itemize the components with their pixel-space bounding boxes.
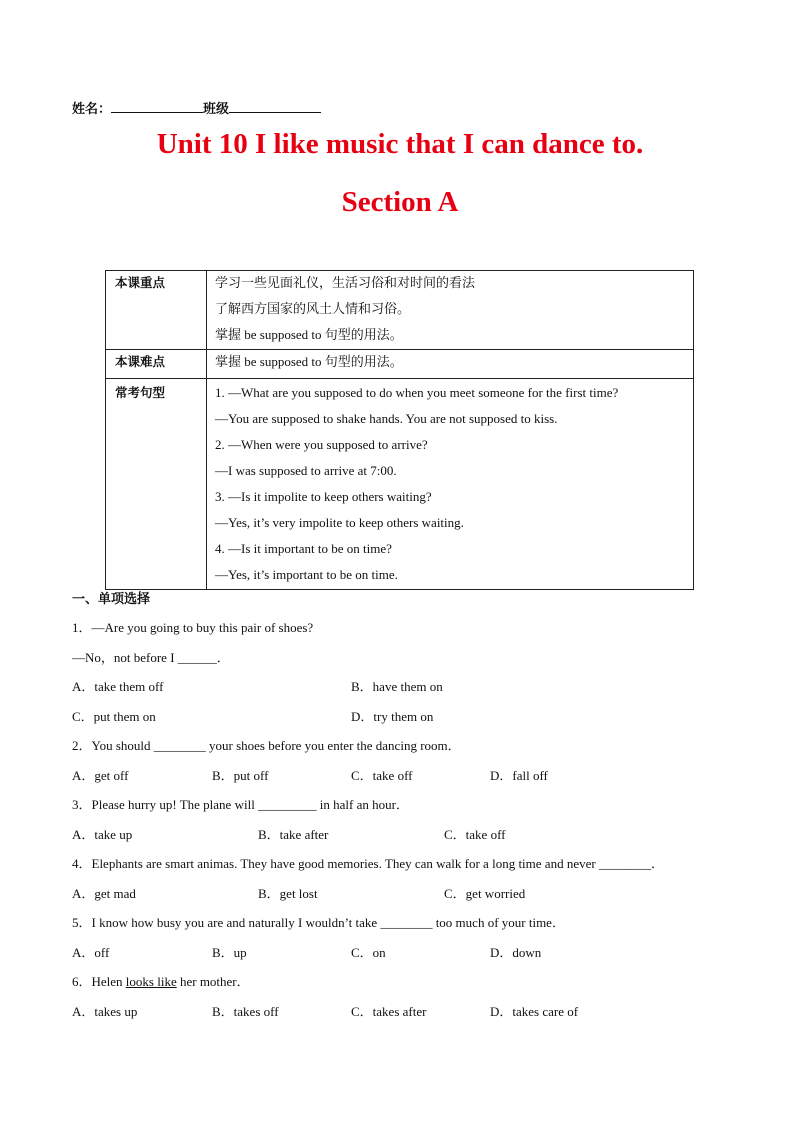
content-line: 学习一些见面礼仪，生活习俗和对时间的看法: [215, 275, 476, 290]
option-c: C．get worried: [444, 886, 526, 901]
option-b: B．get lost: [258, 886, 318, 901]
content-line: 掌握 be supposed to 句型的用法。: [215, 354, 403, 369]
option-a: A．take up: [72, 827, 133, 842]
content-line: 掌握 be supposed to 句型的用法。: [215, 327, 403, 342]
content-line: —You are supposed to shake hands. You are not supposed to kiss.: [215, 411, 558, 426]
class-blank: [229, 99, 321, 113]
question-stem: 6．Helen looks like her mother．: [72, 974, 250, 989]
row-label: 本课难点: [106, 350, 207, 379]
option-b: B．take after: [258, 827, 329, 842]
table-row: [106, 271, 694, 350]
page-subtitle: Section A: [341, 186, 459, 218]
class-label: 班级: [203, 101, 230, 116]
option-d: D．fall off: [490, 768, 548, 783]
row-label: 常考句型: [106, 379, 207, 590]
content-line: —Yes, it’s important to be on time.: [215, 567, 398, 582]
table-row: [106, 350, 694, 379]
question-stem-line2: —No，not before I ______．: [72, 650, 230, 665]
option-b: B．have them on: [351, 679, 443, 694]
row-label: 本课重点: [106, 271, 207, 350]
student-info-line: [72, 98, 321, 117]
question-stem: 2．You should ________ your shoes before you enter the dancing room．: [72, 738, 461, 753]
content-line: 1. —What are you supposed to do when you meet someone for the first time?: [215, 385, 619, 400]
row-content: [207, 379, 694, 590]
option-a: A．off: [72, 945, 110, 960]
row-content: [207, 350, 694, 379]
row-content: [207, 271, 694, 350]
lesson-info-table: [105, 270, 694, 590]
section-heading: 一、单项选择: [72, 592, 151, 607]
content-line: 3. —Is it impolite to keep others waiting?: [215, 489, 432, 504]
question-stem: 4．Elephants are smart animas. They have good memories. They can walk for a long time and never ________．: [72, 856, 664, 871]
question-stem: 3．Please hurry up! The plane will _________ in half an hour．: [72, 797, 409, 812]
content-line: 了解西方国家的风土人情和习俗。: [215, 301, 411, 316]
question-stem: 5．I know how busy you are and naturally I wouldn’t take ________ too much of your time．: [72, 915, 565, 930]
content-line: 2. —When were you supposed to arrive?: [215, 437, 428, 452]
option-d: D．try them on: [351, 709, 434, 724]
content-line: —I was supposed to arrive at 7:00.: [215, 463, 397, 478]
option-c: C．on: [351, 945, 386, 960]
option-b: B．takes off: [212, 1004, 279, 1019]
option-b: B．up: [212, 945, 247, 960]
option-c: C．take off: [444, 827, 506, 842]
name-blank: [111, 99, 203, 113]
page-title: Unit 10 I like music that I can dance to.: [156, 128, 644, 160]
option-d: D．takes care of: [490, 1004, 579, 1019]
content-line: 4. —Is it important to be on time?: [215, 541, 392, 556]
option-a: A．takes up: [72, 1004, 138, 1019]
option-a: A．take them off: [72, 679, 164, 694]
option-b: B．put off: [212, 768, 269, 783]
option-c: C．takes after: [351, 1004, 427, 1019]
option-a: A．get mad: [72, 886, 136, 901]
name-label: 姓名：: [72, 101, 112, 116]
content-line: —Yes, it’s very impolite to keep others waiting.: [215, 515, 464, 530]
table-row: [106, 379, 694, 590]
option-d: D．down: [490, 945, 542, 960]
option-c: C．put them on: [72, 709, 156, 724]
question-stem: 1．—Are you going to buy this pair of shoes?: [72, 620, 314, 635]
option-c: C．take off: [351, 768, 413, 783]
option-a: A．get off: [72, 768, 129, 783]
underlined-phrase: looks like: [125, 974, 177, 989]
